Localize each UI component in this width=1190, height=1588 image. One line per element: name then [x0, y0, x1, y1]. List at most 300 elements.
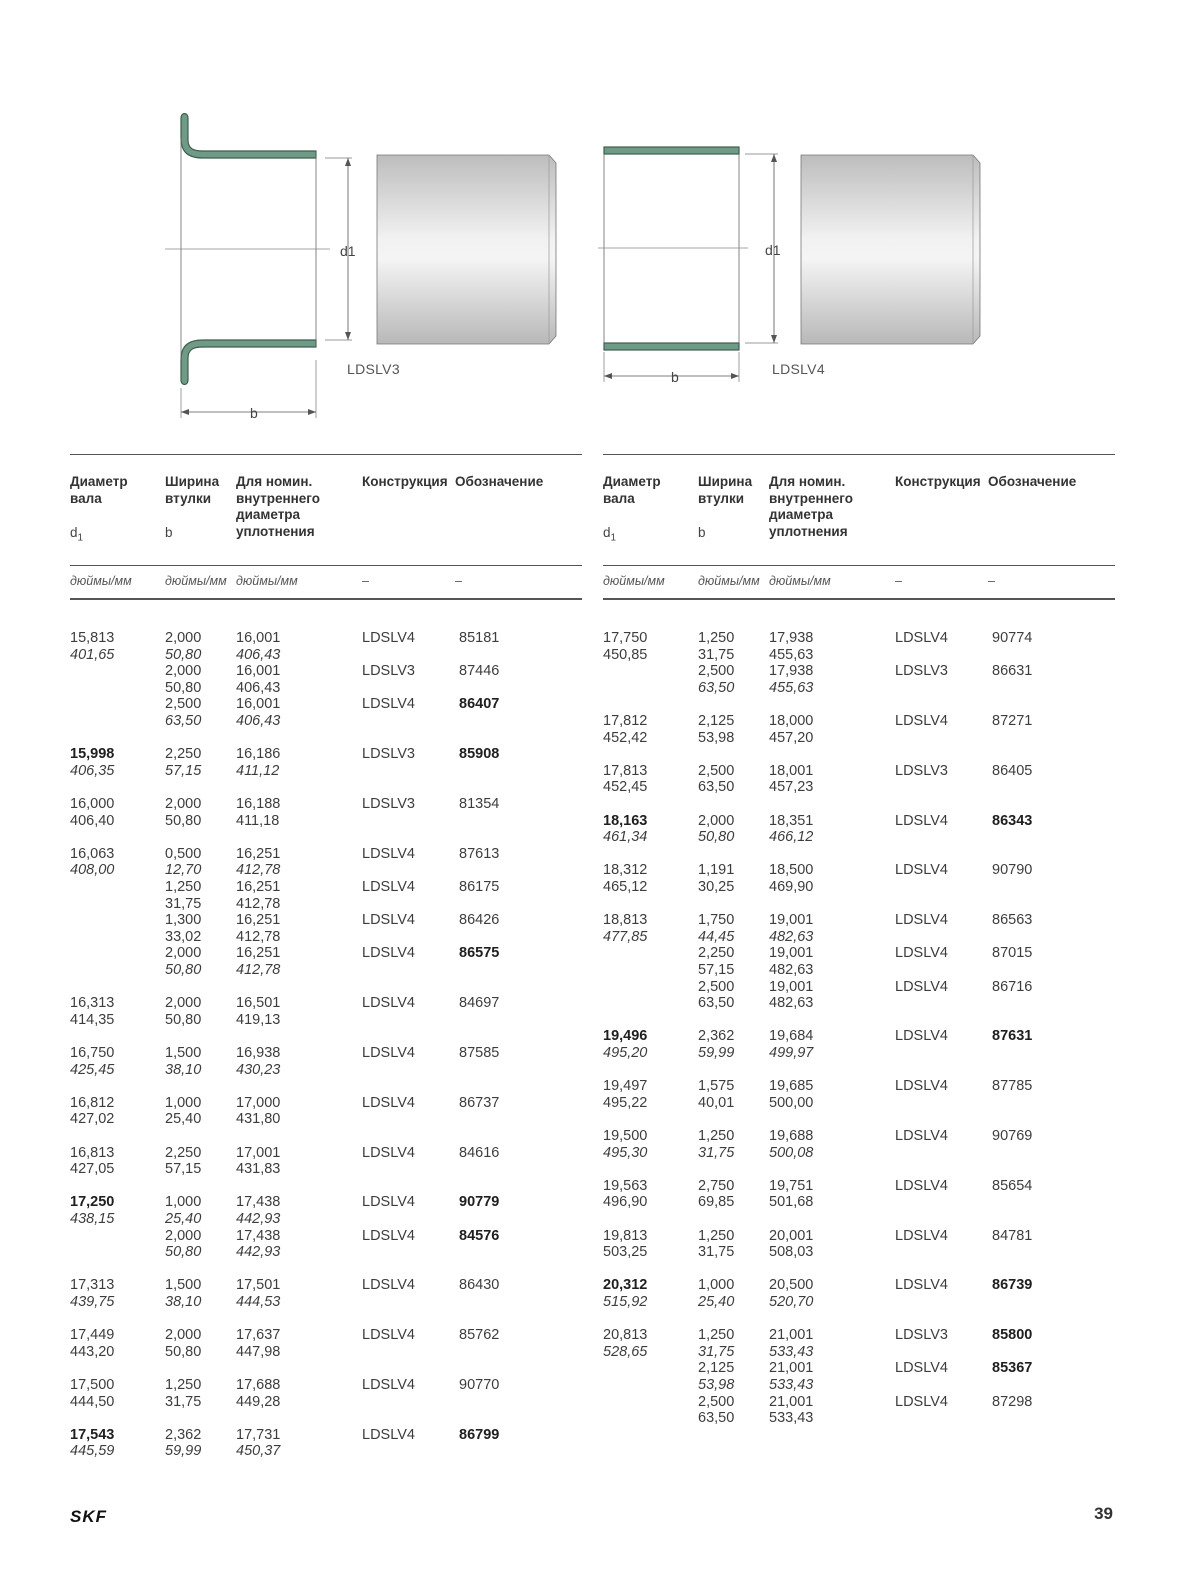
bushing-width-in: 2,000 [165, 1327, 202, 1344]
unit-designation: – [988, 574, 995, 588]
bushing-width-mm: 25,40 [165, 1211, 202, 1227]
nominal-seal-dia-mm: 442,93 [236, 1211, 281, 1227]
design-type: LDSLV4 [362, 630, 415, 646]
bushing-width-in: 2,750 [698, 1177, 735, 1194]
design-type: LDSLV4 [895, 1227, 948, 1244]
bushing-width-mm: 53,98 [698, 729, 735, 746]
bushing-width-in: 2,500 [698, 663, 735, 680]
nominal-seal-dia-mm: 406,43 [236, 713, 281, 729]
designation-code: 90790 [992, 862, 1033, 879]
designation-code: 85908 [459, 746, 500, 763]
nominal-seal-dia-in: 17,688 [236, 1377, 281, 1393]
designation-code: 90769 [992, 1128, 1033, 1144]
nominal-seal-dia-mm: 457,20 [769, 729, 814, 746]
designation-code: 85181 [459, 630, 500, 646]
nominal-seal-dia-mm: 482,63 [769, 928, 814, 945]
bushing-width-in: 1,000 [698, 1277, 735, 1294]
skf-logo [70, 1508, 128, 1529]
nominal-seal-dia-mm: 411,18 [236, 812, 280, 829]
design-type: LDSLV4 [362, 1227, 415, 1244]
design-type: LDSLV4 [895, 630, 948, 646]
ldslv3-section [165, 114, 356, 422]
rule-units-bottom [70, 598, 582, 600]
bushing-width-in: 1,250 [698, 630, 735, 646]
design-type: LDSLV4 [362, 879, 415, 895]
shaft-diameter-in: 17,813 [603, 762, 648, 779]
bushing-width-mm: 63,50 [698, 679, 735, 696]
bushing-width-in: 1,000 [165, 1194, 202, 1211]
design-type: LDSLV4 [362, 945, 415, 962]
nominal-seal-dia-in: 19,751 [769, 1177, 814, 1194]
bushing-width-mm: 50,80 [165, 1244, 202, 1261]
nominal-seal-dia-in: 16,938 [236, 1045, 281, 1061]
shaft-diameter-mm: 408,00 [70, 862, 115, 879]
bushing-width-mm: 38,10 [165, 1061, 202, 1078]
bushing-width-mm: 31,75 [698, 646, 735, 663]
designation-code: 87613 [459, 845, 500, 862]
bushing-width-in: 2,362 [165, 1426, 202, 1443]
design-type: LDSLV3 [362, 796, 415, 812]
design-type: LDSLV4 [362, 696, 415, 713]
nominal-seal-dia-mm: 412,78 [236, 895, 281, 912]
bushing-width-mm: 63,50 [698, 1410, 735, 1427]
shaft-diameter-in: 17,500 [70, 1377, 115, 1393]
bushing-width-mm: 63,50 [698, 995, 735, 1012]
designation-code: 87015 [992, 945, 1033, 962]
nominal-seal-dia-in: 18,000 [769, 713, 814, 729]
design-type: LDSLV4 [895, 978, 948, 995]
nominal-seal-dia-in: 16,251 [236, 912, 281, 929]
designation-code: 85800 [992, 1327, 1033, 1344]
designation-code: 86430 [459, 1277, 500, 1294]
bushing-width-mm: 50,80 [165, 1343, 202, 1360]
bushing-width-mm: 57,15 [165, 1161, 202, 1178]
bushing-width-mm: 63,50 [165, 713, 202, 729]
nominal-seal-dia-mm: 482,63 [769, 962, 814, 978]
design-type: LDSLV3 [895, 1327, 948, 1344]
bushing-width-in: 0,500 [165, 845, 202, 862]
designation-code: 86575 [459, 945, 500, 962]
shaft-diameter-mm: 461,34 [603, 829, 648, 846]
symbol-d: d [70, 525, 78, 540]
bushing-width-mm: 59,99 [165, 1443, 202, 1460]
bushing-width-mm: 57,15 [698, 962, 735, 978]
nominal-seal-dia-in: 17,000 [236, 1094, 281, 1111]
nominal-seal-dia-mm: 444,53 [236, 1294, 281, 1310]
bushing-width-mm: 30,25 [698, 879, 735, 895]
designation-code: 87585 [459, 1045, 500, 1061]
shaft-diameter-mm: 515,92 [603, 1294, 648, 1310]
header-bushing-width: Ширина втулки [165, 474, 220, 506]
designation-code: 84576 [459, 1227, 500, 1244]
ldslv3-d1-label: d1 [340, 243, 356, 259]
unit-design: – [895, 574, 902, 588]
symbol-d-subscript: 1 [77, 532, 84, 544]
nominal-seal-dia-in: 19,685 [769, 1078, 814, 1095]
designation-code: 86737 [459, 1094, 500, 1111]
shaft-diameter-in: 15,998 [70, 746, 115, 763]
design-type: LDSLV4 [362, 1377, 415, 1393]
shaft-diameter-mm: 406,40 [70, 812, 115, 829]
bushing-width-in: 2,000 [165, 630, 202, 646]
shaft-diameter-mm: 477,85 [603, 928, 648, 945]
design-type: LDSLV4 [362, 1144, 415, 1161]
design-type: LDSLV3 [895, 762, 948, 779]
bushing-width-mm: 57,15 [165, 762, 202, 779]
designation-code: 86405 [992, 762, 1033, 779]
nominal-seal-dia-mm: 430,23 [236, 1061, 281, 1078]
ldslv3-caption: LDSLV3 [347, 361, 400, 377]
nominal-seal-dia-mm: 533,43 [769, 1343, 814, 1360]
nominal-seal-dia-in: 18,351 [769, 812, 814, 829]
shaft-diameter-mm: 406,35 [70, 762, 115, 779]
bushing-width-in: 1,575 [698, 1078, 735, 1095]
designation-code: 84616 [459, 1144, 500, 1161]
shaft-diameter-in: 19,813 [603, 1227, 648, 1244]
bushing-width-in: 2,500 [698, 1393, 735, 1410]
shaft-diameter-mm: 427,05 [70, 1161, 115, 1178]
nominal-seal-dia-mm: 533,43 [769, 1377, 814, 1393]
bushing-width-mm: 31,75 [698, 1144, 735, 1161]
nominal-seal-dia-mm: 520,70 [769, 1294, 814, 1310]
nominal-seal-dia-in: 19,001 [769, 978, 814, 995]
shaft-diameter-mm: 452,42 [603, 729, 648, 746]
nominal-seal-dia-in: 17,938 [769, 663, 814, 680]
nominal-seal-dia-in: 18,500 [769, 862, 814, 879]
designation-code: 87446 [459, 663, 500, 680]
nominal-seal-dia-in: 21,001 [769, 1327, 814, 1344]
unit-designation: – [455, 574, 462, 588]
nominal-seal-dia-in: 17,438 [236, 1194, 281, 1211]
designation-code: 86407 [459, 696, 500, 713]
bushing-width-mm: 12,70 [165, 862, 202, 879]
design-type: LDSLV4 [362, 1094, 415, 1111]
design-type: LDSLV4 [362, 845, 415, 862]
rule-units-bottom [603, 598, 1115, 600]
design-type: LDSLV4 [362, 1327, 415, 1344]
ldslv3-b-label: b [250, 405, 258, 421]
bushing-width-mm: 50,80 [165, 962, 202, 978]
designation-code: 86799 [459, 1426, 500, 1443]
bushing-width-in: 2,500 [698, 762, 735, 779]
designation-code: 90779 [459, 1194, 500, 1211]
designation-code: 84781 [992, 1227, 1033, 1244]
ldslv3-cylinder [377, 155, 556, 344]
nominal-seal-dia-in: 17,731 [236, 1426, 281, 1443]
symbol-d: d [603, 525, 611, 540]
nominal-seal-dia-mm: 455,63 [769, 679, 814, 696]
bushing-width-in: 1,191 [698, 862, 735, 879]
shaft-diameter-in: 20,312 [603, 1277, 648, 1294]
design-type: LDSLV4 [362, 1277, 415, 1294]
shaft-diameter-in: 15,813 [70, 630, 115, 646]
nominal-seal-dia-mm: 500,08 [769, 1144, 814, 1161]
nominal-seal-dia-in: 16,186 [236, 746, 281, 763]
shaft-diameter-in: 17,313 [70, 1277, 115, 1294]
bushing-width-in: 2,000 [165, 1227, 202, 1244]
nominal-seal-dia-in: 18,001 [769, 762, 814, 779]
design-type: LDSLV4 [362, 995, 415, 1012]
design-type: LDSLV4 [362, 1426, 415, 1443]
shaft-diameter-in: 19,500 [603, 1128, 648, 1144]
designation-code: 87271 [992, 713, 1033, 729]
unit-shaft: дюймы/мм [70, 574, 132, 588]
nominal-seal-dia-in: 17,438 [236, 1227, 281, 1244]
rule-units-top [603, 565, 1115, 566]
shaft-diameter-in: 19,497 [603, 1078, 648, 1095]
bushing-width-mm: 50,80 [165, 1011, 202, 1028]
bushing-width-mm: 50,80 [165, 646, 202, 663]
nominal-seal-dia-mm: 431,83 [236, 1161, 281, 1178]
bushing-width-in: 2,250 [165, 1144, 202, 1161]
designation-code: 87631 [992, 1028, 1033, 1045]
page-number: 39 [1094, 1504, 1113, 1523]
designation-code: 87298 [992, 1393, 1033, 1410]
shaft-diameter-mm: 495,22 [603, 1094, 648, 1111]
bushing-width-mm: 31,75 [698, 1343, 735, 1360]
shaft-diameter-in: 16,750 [70, 1045, 115, 1061]
design-type: LDSLV4 [362, 1045, 415, 1061]
shaft-diameter-mm: 452,45 [603, 779, 648, 796]
designation-code: 86716 [992, 978, 1033, 995]
shaft-diameter-in: 18,312 [603, 862, 648, 879]
header-shaft-diameter: Диаметр вала [70, 474, 128, 506]
bushing-width-in: 1,250 [165, 879, 202, 895]
header-designation: Обозначение [988, 474, 1077, 489]
bushing-width-in: 1,250 [698, 1227, 735, 1244]
bushing-width-mm: 31,75 [165, 1393, 202, 1410]
nominal-seal-dia-mm: 412,78 [236, 962, 281, 978]
bushing-width-in: 1,250 [698, 1128, 735, 1144]
design-type: LDSLV4 [362, 912, 415, 929]
nominal-seal-dia-mm: 500,00 [769, 1094, 814, 1111]
designation-code: 86426 [459, 912, 500, 929]
bushing-width-in: 2,125 [698, 1360, 735, 1377]
designation-code: 81354 [459, 796, 500, 812]
nominal-seal-dia-mm: 482,63 [769, 995, 814, 1012]
shaft-diameter-in: 17,250 [70, 1194, 115, 1211]
bushing-width-mm: 44,45 [698, 928, 735, 945]
nominal-seal-dia-mm: 450,37 [236, 1443, 281, 1460]
designation-code: 87785 [992, 1078, 1033, 1095]
nominal-seal-dia-in: 17,501 [236, 1277, 281, 1294]
header-bushing-width: Ширина втулки [698, 474, 753, 506]
bushing-width-in: 2,000 [165, 995, 202, 1012]
designation-code: 86343 [992, 812, 1033, 829]
shaft-diameter-in: 17,750 [603, 630, 648, 646]
nominal-seal-dia-in: 16,251 [236, 879, 281, 895]
header-design: Конструкция [362, 474, 448, 489]
shaft-diameter-in: 16,000 [70, 796, 115, 812]
nominal-seal-dia-in: 17,637 [236, 1327, 281, 1344]
nominal-seal-dia-mm: 406,43 [236, 679, 281, 696]
nominal-seal-dia-mm: 449,28 [236, 1393, 281, 1410]
bushing-width-in: 2,500 [698, 978, 735, 995]
shaft-diameter-mm: 495,20 [603, 1045, 648, 1061]
rule-units-top [70, 565, 582, 566]
svg-text:SKF: SKF [70, 1508, 107, 1524]
shaft-diameter-in: 16,063 [70, 845, 115, 862]
symbol-b: b [698, 525, 706, 540]
shaft-diameter-in: 17,543 [70, 1426, 115, 1443]
nominal-seal-dia-in: 20,500 [769, 1277, 814, 1294]
bushing-width-in: 1,300 [165, 912, 202, 929]
ldslv4-b-label: b [671, 369, 679, 385]
nominal-seal-dia-mm: 447,98 [236, 1343, 281, 1360]
shaft-diameter-in: 19,563 [603, 1177, 648, 1194]
shaft-diameter-mm: 495,30 [603, 1144, 648, 1161]
nominal-seal-dia-in: 16,188 [236, 796, 281, 812]
nominal-seal-dia-mm: 419,13 [236, 1011, 281, 1028]
nominal-seal-dia-in: 16,001 [236, 663, 281, 680]
shaft-diameter-in: 16,813 [70, 1144, 115, 1161]
designation-code: 85762 [459, 1327, 500, 1344]
bushing-width-in: 2,250 [165, 746, 202, 763]
shaft-diameter-mm: 443,20 [70, 1343, 115, 1360]
design-type: LDSLV4 [895, 1360, 948, 1377]
nominal-seal-dia-in: 16,001 [236, 630, 281, 646]
header-shaft-diameter: Диаметр вала [603, 474, 661, 506]
ldslv4-cylinder [801, 155, 980, 344]
header-nominal-seal-diameter: Для номин. внутреннего диаметра уплотнения [236, 474, 320, 539]
bushing-width-mm: 63,50 [698, 779, 735, 796]
shaft-diameter-mm: 427,02 [70, 1111, 115, 1128]
nominal-seal-dia-mm: 533,43 [769, 1410, 814, 1427]
design-type: LDSLV4 [895, 1177, 948, 1194]
designation-code: 86563 [992, 912, 1033, 929]
design-type: LDSLV3 [895, 663, 948, 680]
nominal-seal-dia-mm: 455,63 [769, 646, 814, 663]
bushing-width-in: 1,500 [165, 1045, 202, 1061]
bushing-width-mm: 25,40 [698, 1294, 735, 1310]
header-designation: Обозначение [455, 474, 544, 489]
unit-nominal: дюймы/мм [769, 574, 831, 588]
design-type: LDSLV4 [895, 945, 948, 962]
nominal-seal-dia-in: 17,001 [236, 1144, 281, 1161]
nominal-seal-dia-in: 16,501 [236, 995, 281, 1012]
bushing-width-in: 2,000 [165, 663, 202, 680]
designation-code: 86739 [992, 1277, 1033, 1294]
nominal-seal-dia-mm: 431,80 [236, 1111, 281, 1128]
bushing-width-in: 1,250 [698, 1327, 735, 1344]
bushing-drawings [0, 0, 1190, 440]
design-type: LDSLV4 [895, 1393, 948, 1410]
bushing-width-in: 2,250 [698, 945, 735, 962]
designation-code: 84697 [459, 995, 500, 1012]
unit-nominal: дюймы/мм [236, 574, 298, 588]
designation-code: 85654 [992, 1177, 1033, 1194]
design-type: LDSLV4 [895, 912, 948, 929]
ldslv4-d1-label: d1 [765, 242, 781, 258]
shaft-diameter-in: 17,812 [603, 713, 648, 729]
symbol-b: b [165, 525, 173, 540]
unit-width: дюймы/мм [165, 574, 227, 588]
designation-code: 86631 [992, 663, 1033, 680]
bushing-width-in: 2,362 [698, 1028, 735, 1045]
bushing-width-mm: 31,75 [698, 1244, 735, 1261]
symbol-d-subscript: 1 [610, 532, 617, 544]
design-type: LDSLV4 [895, 713, 948, 729]
design-type: LDSLV4 [895, 862, 948, 879]
design-type: LDSLV4 [895, 1078, 948, 1095]
unit-width: дюймы/мм [698, 574, 760, 588]
ldslv4-caption: LDSLV4 [772, 361, 825, 377]
header-design: Конструкция [895, 474, 981, 489]
nominal-seal-dia-mm: 412,78 [236, 862, 281, 879]
symbol-d1 [603, 525, 616, 544]
shaft-diameter-in: 20,813 [603, 1327, 648, 1344]
nominal-seal-dia-mm: 457,23 [769, 779, 814, 796]
rule-top [70, 454, 582, 455]
shaft-diameter-in: 18,163 [603, 812, 648, 829]
bushing-width-mm: 59,99 [698, 1045, 735, 1061]
shaft-diameter-mm: 425,45 [70, 1061, 115, 1078]
ldslv4-section [598, 147, 781, 385]
nominal-seal-dia-mm: 442,93 [236, 1244, 281, 1261]
shaft-diameter-in: 18,813 [603, 912, 648, 929]
nominal-seal-dia-in: 21,001 [769, 1393, 814, 1410]
bushing-width-mm: 50,80 [698, 829, 735, 846]
bushing-width-in: 1,750 [698, 912, 735, 929]
shaft-diameter-mm: 528,65 [603, 1343, 648, 1360]
nominal-seal-dia-in: 19,684 [769, 1028, 814, 1045]
bushing-width-mm: 38,10 [165, 1294, 202, 1310]
symbol-d1 [70, 525, 83, 544]
bushing-width-mm: 25,40 [165, 1111, 202, 1128]
designation-code: 90770 [459, 1377, 500, 1393]
design-type: LDSLV4 [895, 1128, 948, 1144]
nominal-seal-dia-in: 16,251 [236, 845, 281, 862]
bushing-width-in: 2,000 [165, 945, 202, 962]
header-nominal-seal-diameter: Для номин. внутреннего диаметра уплотнения [769, 474, 853, 539]
bushing-width-in: 1,250 [165, 1377, 202, 1393]
shaft-diameter-mm: 503,25 [603, 1244, 648, 1261]
nominal-seal-dia-mm: 406,43 [236, 646, 281, 663]
unit-design: – [362, 574, 369, 588]
bushing-width-mm: 69,85 [698, 1194, 735, 1211]
nominal-seal-dia-mm: 411,12 [236, 762, 280, 779]
designation-code: 86175 [459, 879, 500, 895]
bushing-width-in: 2,125 [698, 713, 735, 729]
nominal-seal-dia-in: 20,001 [769, 1227, 814, 1244]
shaft-diameter-mm: 465,12 [603, 879, 648, 895]
design-type: LDSLV4 [895, 812, 948, 829]
bushing-width-mm: 50,80 [165, 812, 202, 829]
shaft-diameter-mm: 444,50 [70, 1393, 115, 1410]
shaft-diameter-mm: 445,59 [70, 1443, 115, 1460]
design-type: LDSLV3 [362, 663, 415, 680]
bushing-width-mm: 53,98 [698, 1377, 735, 1393]
bushing-width-mm: 33,02 [165, 928, 202, 945]
nominal-seal-dia-in: 21,001 [769, 1360, 814, 1377]
nominal-seal-dia-in: 19,001 [769, 912, 814, 929]
shaft-diameter-mm: 414,35 [70, 1011, 115, 1028]
bushing-width-mm: 50,80 [165, 679, 202, 696]
nominal-seal-dia-mm: 499,97 [769, 1045, 814, 1061]
shaft-diameter-in: 16,313 [70, 995, 115, 1012]
shaft-diameter-mm: 401,65 [70, 646, 115, 663]
nominal-seal-dia-in: 19,001 [769, 945, 814, 962]
nominal-seal-dia-in: 16,251 [236, 945, 281, 962]
bushing-width-mm: 40,01 [698, 1094, 735, 1111]
nominal-seal-dia-mm: 466,12 [769, 829, 814, 846]
shaft-diameter-mm: 439,75 [70, 1294, 115, 1310]
nominal-seal-dia-mm: 508,03 [769, 1244, 814, 1261]
rule-top [603, 454, 1115, 455]
nominal-seal-dia-in: 16,001 [236, 696, 281, 713]
shaft-diameter-mm: 450,85 [603, 646, 648, 663]
design-type: LDSLV3 [362, 746, 415, 763]
